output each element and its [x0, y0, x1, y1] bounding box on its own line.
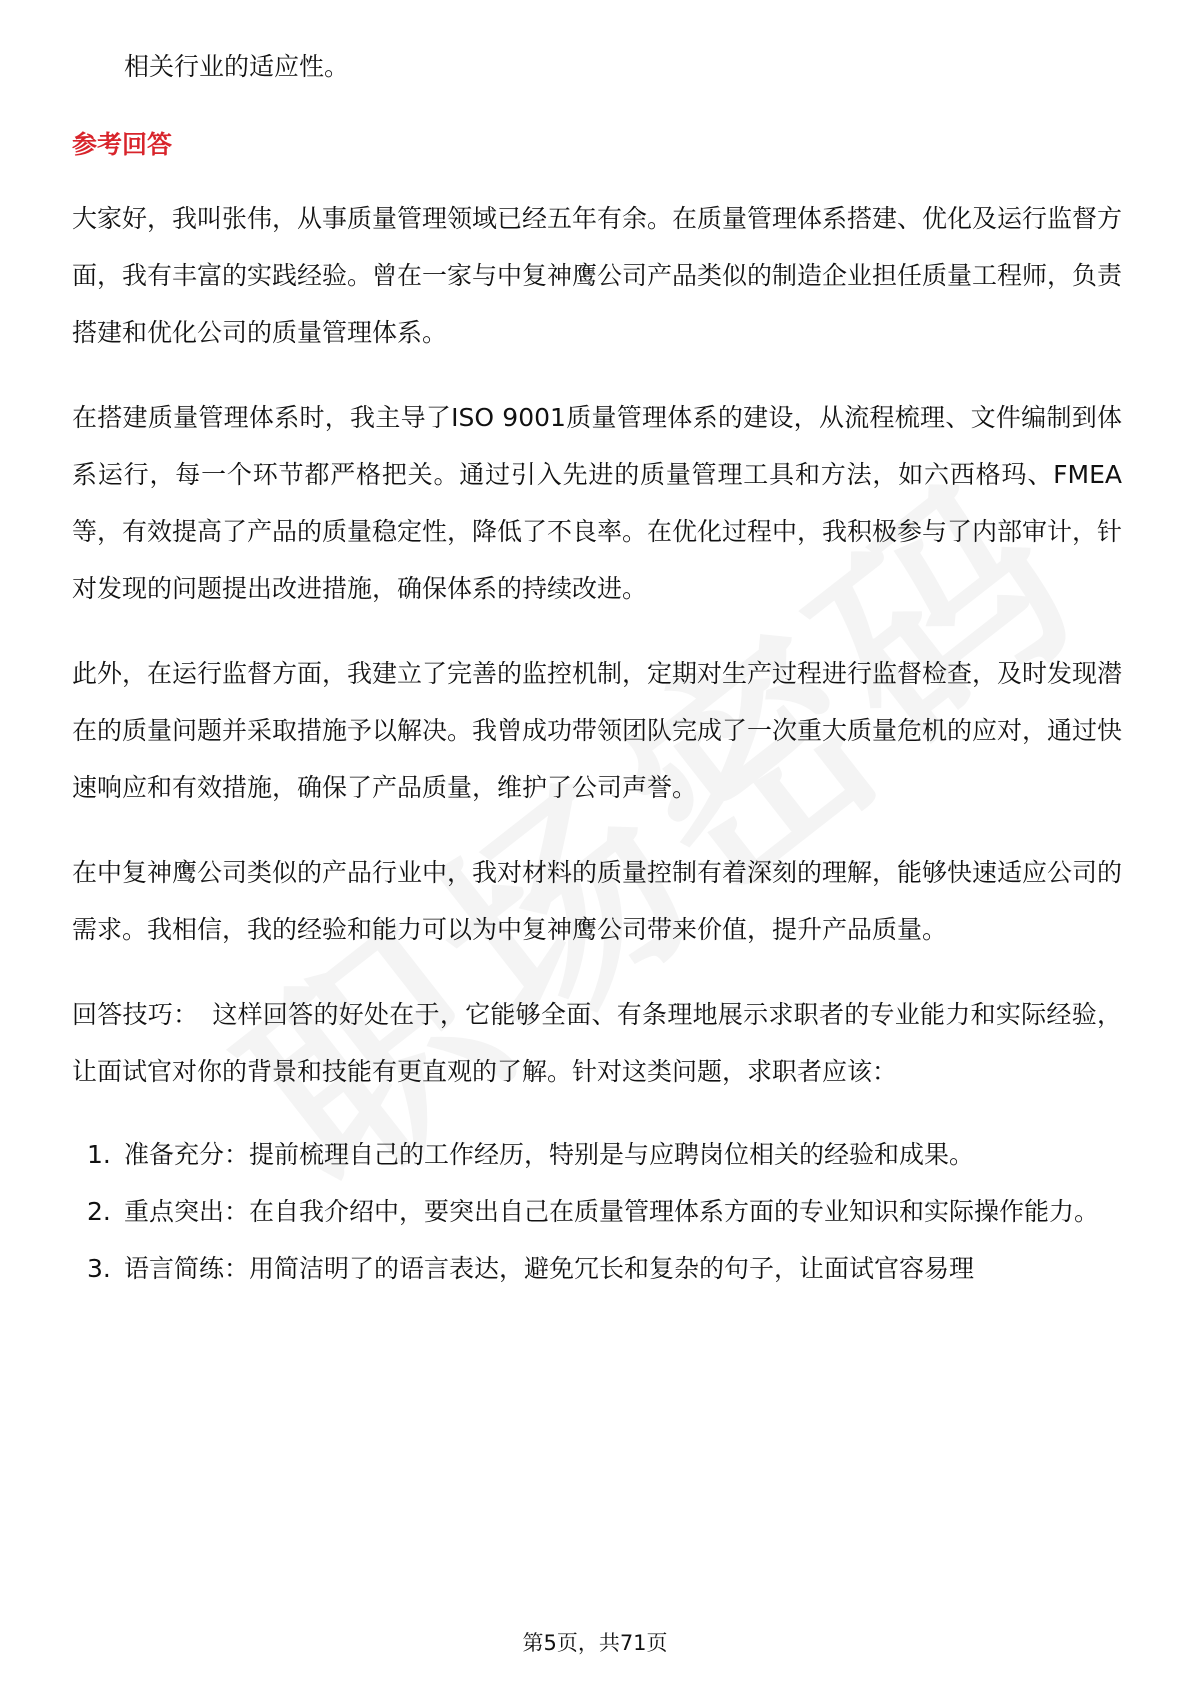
- tips-label: 回答技巧：: [72, 1000, 199, 1029]
- list-number: 1.: [87, 1140, 111, 1169]
- list-text: 重点突出：在自我介绍中，要突出自己在质量管理体系方面的专业知识和实际操作能力。: [124, 1197, 1100, 1226]
- list-item: [72, 1240, 1122, 1297]
- paragraph-3: 此外，在运行监督方面，我建立了完善的监控机制，定期对生产过程进行监督检查，及时发现潜在的质量问题并采取措施予以解决。我曾成功带领团队完成了一次重大质量危机的应对，通过快速响应和有效措施，确保了产品质量，维护了公司声誉。: [72, 659, 1123, 802]
- paragraph-1: 大家好，我叫张伟，从事质量管理领域已经五年有余。在质量管理体系搭建、优化及运行监督方面，我有丰富的实践经验。曾在一家与中复神鹰公司产品类似的制造企业担任质量工程师，负责搭建和优化公司的质量管理体系。: [72, 204, 1123, 347]
- list-number: 2.: [87, 1197, 111, 1226]
- list-item: [72, 1126, 1122, 1183]
- paragraph-4: 在中复神鹰公司类似的产品行业中，我对材料的质量控制有着深刻的理解，能够快速适应公司的需求。我相信，我的经验和能力可以为中复神鹰公司带来价值，提升产品质量。: [72, 858, 1123, 944]
- page-content: [72, 48, 1122, 1297]
- answer-tips: [72, 986, 1122, 1100]
- list-item: [72, 1183, 1122, 1240]
- page-footer: 第5页，共71页: [522, 1631, 668, 1655]
- tips-text: 这样回答的好处在于，它能够全面、有条理地展示求职者的专业能力和实际经验，让面试官对你的背景和技能有更直观的了解。针对这类问题，求职者应该：: [72, 1000, 1122, 1086]
- paragraph-2: 在搭建质量管理体系时，我主导了ISO 9001质量管理体系的建设，从流程梳理、文件编制到体系运行，每一个环节都严格把关。通过引入先进的质量管理工具和方法，如六西格玛、FMEA等，有效提高了产品的质量稳定性，降低了不良率。在优化过程中，我积极参与了内部审计，针对发现的问题提出改进措施，确保体系的持续改进。: [72, 403, 1123, 603]
- tips-list: [72, 1126, 1122, 1297]
- section-heading: 参考回答: [72, 130, 173, 159]
- list-text: 语言简练：用简洁明了的语言表达，避免冗长和复杂的句子，让面试官容易理: [124, 1254, 975, 1283]
- list-number: 3.: [87, 1254, 111, 1283]
- list-text: 准备充分：提前梳理自己的工作经历，特别是与应聘岗位相关的经验和成果。: [124, 1140, 975, 1169]
- intro-line: 相关行业的适应性。: [124, 52, 350, 81]
